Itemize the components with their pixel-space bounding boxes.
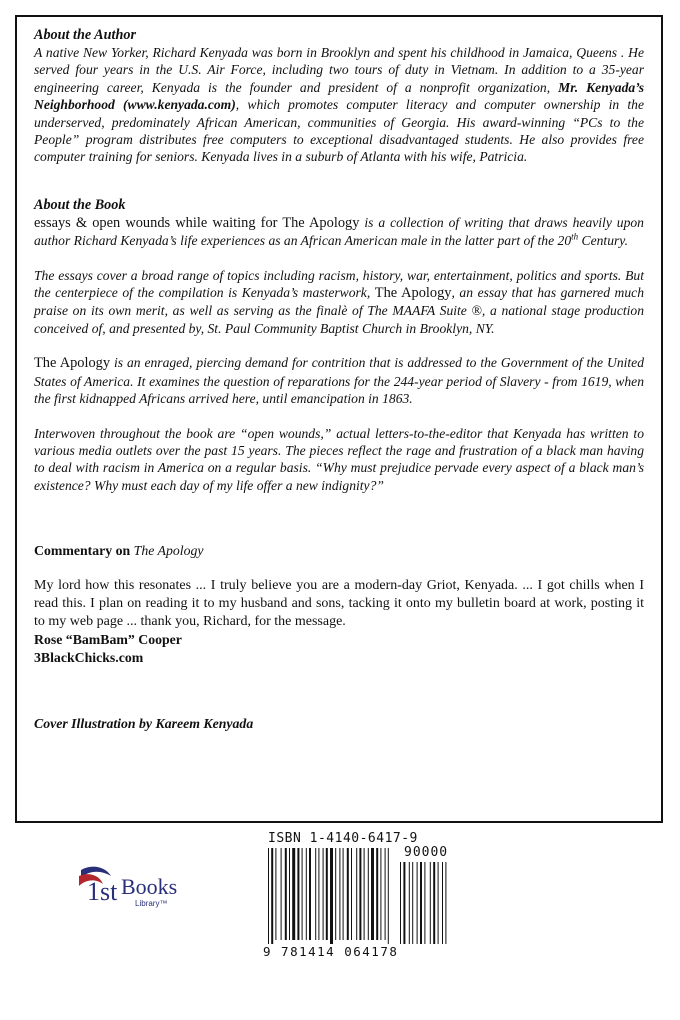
barcode-bar [306, 848, 307, 940]
barcode-bar [285, 848, 287, 940]
barcode-bar [289, 848, 290, 940]
barcode-addon-bar [417, 862, 418, 944]
author-para-start: A native New Yorker, Richard Kenyada was born in Brooklyn and spent his childhood in Jamaica, Queens . He served four years in the U.S. Air Force, including two tours of duty in Vietnam. In addition to a 35-year engineering career, Kenyada is the founder and president of a nonprofit organization, [34, 45, 644, 95]
commentary-name: Rose “BamBam” Cooper [34, 632, 182, 648]
book-para-2 [34, 267, 644, 338]
barcode-addon-bar [420, 862, 422, 944]
barcode-bar [309, 848, 311, 940]
barcode-addon-bar [400, 862, 401, 944]
barcode-bar [371, 848, 374, 940]
barcode-addon-bar [438, 862, 439, 944]
barcode-bar [335, 848, 336, 940]
back-cover-text-box [15, 15, 663, 823]
cover-credit: Cover Illustration by Kareem Kenyada [34, 716, 254, 732]
apology-title-plain-2: The Apology [34, 355, 111, 372]
ean-text: 9 781414 064178 [263, 944, 399, 959]
barcode-addon-bar [442, 862, 443, 944]
barcode-bar [385, 848, 386, 940]
ordinal-sup: th [571, 231, 579, 242]
barcode-addon-bar [424, 862, 425, 944]
book-para-1-text: is a collection of writing that draws heavily upon author Richard Kenyada’s life experiences as an African American male in the latter part of the 20 [34, 214, 644, 249]
commentary-heading-italic: The Apology [133, 543, 204, 559]
book-para-4: Interwoven throughout the book are “open wounds,” actual letters-to-the-editor that Kenyada has written to various media outlets over the past 15 years. The pieces reflect the rage and frustration of a black man having to deal with racism in America on a regular basis. “Why must prejudice pervade every aspect of a black man’s existence? Why must each day of my life offer a new indignity?” [34, 425, 644, 493]
book-para-2-end: , an essay that has garnered much praise on its own merit, as well as serving as the finalè of The MAAFA Suite ®, a national stage production conceived of, and presented by, St. Paul Community Baptist Church in Brooklyn, NY. [34, 285, 644, 336]
logo-books: Books [121, 874, 178, 899]
commentary-heading [34, 542, 644, 560]
barcode-addon-bar [445, 862, 446, 944]
commentary-quote: My lord how this resonates ... I truly believe you are a modern-day Griot, Kenyada. ... I got chills when I read this. I plan on reading it to my husband and sons, tacking it onto my bulletin board at work, posting it to my web page ... thank you, Richard, for the message. [34, 578, 644, 630]
book-para-3 [34, 354, 644, 407]
barcode-bar [318, 848, 319, 940]
isbn-text: ISBN 1-4140-6417-9 [268, 831, 418, 846]
barcode-bar [343, 848, 344, 940]
book-para-3-text: is an enraged, piercing demand for contrition that is addressed to the Government of the United States of America. It examines the question of reparations for the 244-year period of Slavery - from 1619, when the first kidnapped Africans arrived here, until emancipation in 1863. [34, 355, 644, 407]
barcode-bar [297, 848, 299, 940]
barcode-bar [368, 848, 369, 940]
barcode-bar [347, 848, 349, 940]
logo-library: Library™ [135, 899, 168, 908]
logo-1st: 1st [87, 877, 118, 906]
barcode-addon-bar [409, 862, 410, 944]
publisher-logo [77, 862, 189, 910]
barcode-addon-bar [403, 862, 405, 944]
barcode-graphic [260, 846, 460, 946]
barcode-bar [315, 848, 316, 940]
barcode-bar [339, 848, 340, 940]
barcode-bar [356, 848, 357, 940]
author-para-end: , which promotes computer literacy and computer ownership in the underserved, predominately African American, communities of Georgia. His award-winning “PCs to the People” program distributes free computers to exceptional disadvantaged students. He also provides free computer training for seniors. Kenyada lives in a suburb of Atlanta with his wife, Patricia. [34, 97, 645, 165]
barcode-bar [292, 848, 295, 940]
about-author-heading: About the Author [34, 27, 136, 43]
apology-title-plain: The Apology [374, 285, 452, 302]
commentary-heading-bold: Commentary on [34, 543, 131, 559]
commentary-site: 3BlackChicks.com [34, 650, 144, 666]
barcode-bar [351, 848, 352, 940]
barcode-bar [268, 848, 269, 944]
book-para-2-text: The essays cover a broad range of topics including racism, history, war, entertainment, politics and sports. But the centerpiece of the compilation is Kenyada’s masterwork, [34, 267, 644, 301]
barcode-bar [271, 848, 273, 944]
about-book-heading: About the Book [34, 196, 126, 213]
org-name: Mr. Kenyada’s Neighborhood (www.kenyada.com) [34, 79, 645, 113]
barcode-bar [376, 848, 378, 940]
barcode-bar [330, 848, 333, 944]
barcode-bar [388, 848, 389, 944]
barcode-addon-bar [412, 862, 413, 944]
book-para-1-end: Century. [578, 233, 628, 249]
barcode-bar [364, 848, 365, 940]
barcode-bar [359, 848, 361, 940]
barcode-bar [302, 848, 303, 940]
publisher-logo-icon [77, 862, 189, 910]
about-author-text [34, 44, 644, 166]
price-code-text: 90000 [404, 845, 449, 860]
barcode-addon-bar [433, 862, 435, 944]
barcode-bar [275, 848, 276, 940]
barcode-bar [281, 848, 282, 940]
book-para-1 [34, 214, 644, 250]
barcode-addon-bar [430, 862, 431, 944]
book-title-plain: essays & open wounds while waiting for The Apology [34, 214, 360, 231]
barcode-bar [326, 848, 328, 940]
barcode-bar [323, 848, 324, 940]
barcode-bar [380, 848, 381, 940]
